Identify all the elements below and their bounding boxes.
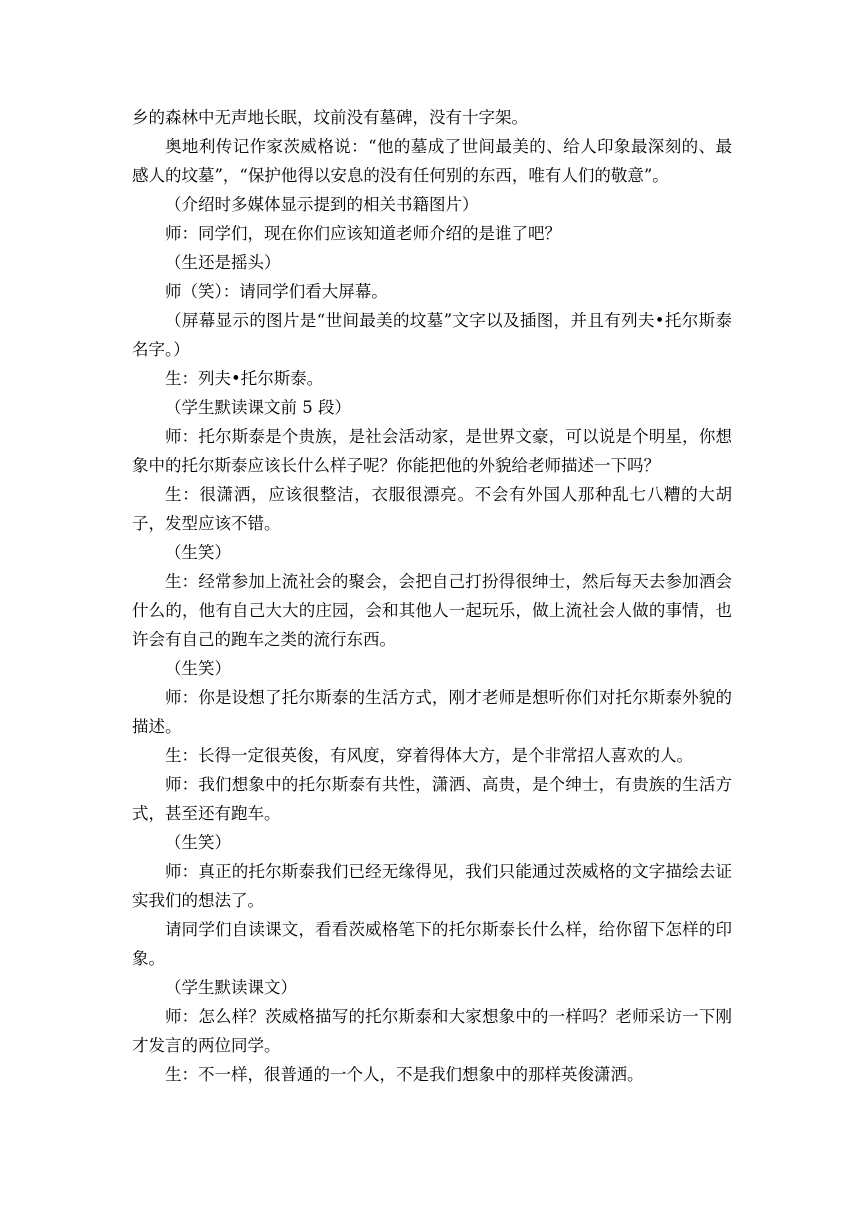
stage-direction: （生笑） [165,543,231,562]
teacher-line: 师：托尔斯泰是个贵族，是社会活动家，是世界文豪，可以说是个明星，你想象中的托尔斯泰应该长什么样子呢？你能把他的外貌给老师描述一下吗？ [132,427,732,475]
student-line: 生：很潇洒，应该很整洁，衣服很漂亮。不会有外国人那种乱七八糟的大胡子，发型应该不错。 [132,485,732,533]
paragraph: 乡的森林中无声地长眠，坟前没有墓碑，没有十字架。 [132,108,528,127]
stage-direction: （屏幕显示的图片是“世间最美的坟墓”文字以及插图，并且有列夫•托尔斯泰名字。） [132,311,732,359]
stage-direction: （生笑） [165,659,231,678]
student-line: 生：列夫•托尔斯泰。 [165,369,324,388]
paragraph: 奥地利传记作家茨威格说：“他的墓成了世间最美的、给人印象最深刻的、最感人的坟墓”，“保护他得以安息的没有任何别的东西，唯有人们的敬意”。 [132,137,732,185]
teacher-line: 师：怎么样？茨威格描写的托尔斯泰和大家想象中的一样吗？老师采访一下刚才发言的两位同学。 [132,1007,732,1055]
stage-direction: （生还是摇头） [165,253,281,272]
teacher-line: 师（笑）：请同学们看大屏幕。 [165,282,388,301]
stage-direction: （生笑） [165,833,231,852]
teacher-line: 师：真正的托尔斯泰我们已经无缘得见，我们只能通过茨威格的文字描绘去证实我们的想法了。 [132,862,732,910]
document-body [132,103,732,1089]
student-line: 生：长得一定很英俊，有风度，穿着得体大方，是个非常招人喜欢的人。 [165,746,693,765]
paragraph: 请同学们自读课文，看看茨威格笔下的托尔斯泰长什么样，给你留下怎样的印象。 [132,920,732,968]
teacher-line: 师：你是设想了托尔斯泰的生活方式，刚才老师是想听你们对托尔斯泰外貌的描述。 [132,688,732,736]
teacher-line: 师：我们想象中的托尔斯泰有共性，潇洒、高贵，是个绅士，有贵族的生活方式，甚至还有跑车。 [132,775,732,823]
stage-direction: （学生默读课文前 5 段） [165,398,351,417]
stage-direction: （介绍时多媒体显示提到的相关书籍图片） [165,195,479,214]
stage-direction: （学生默读课文） [165,978,297,997]
student-line: 生：经常参加上流社会的聚会，会把自己打扮得很绅士，然后每天去参加酒会什么的，他有自己大大的庄园，会和其他人一起玩乐，做上流社会人做的事情，也许会有自己的跑车之类的流行东西。 [132,572,732,649]
teacher-line: 师：同学们，现在你们应该知道老师介绍的是谁了吧？ [165,224,561,243]
student-line: 生：不一样，很普通的一个人，不是我们想象中的那样英俊潇洒。 [165,1065,644,1084]
